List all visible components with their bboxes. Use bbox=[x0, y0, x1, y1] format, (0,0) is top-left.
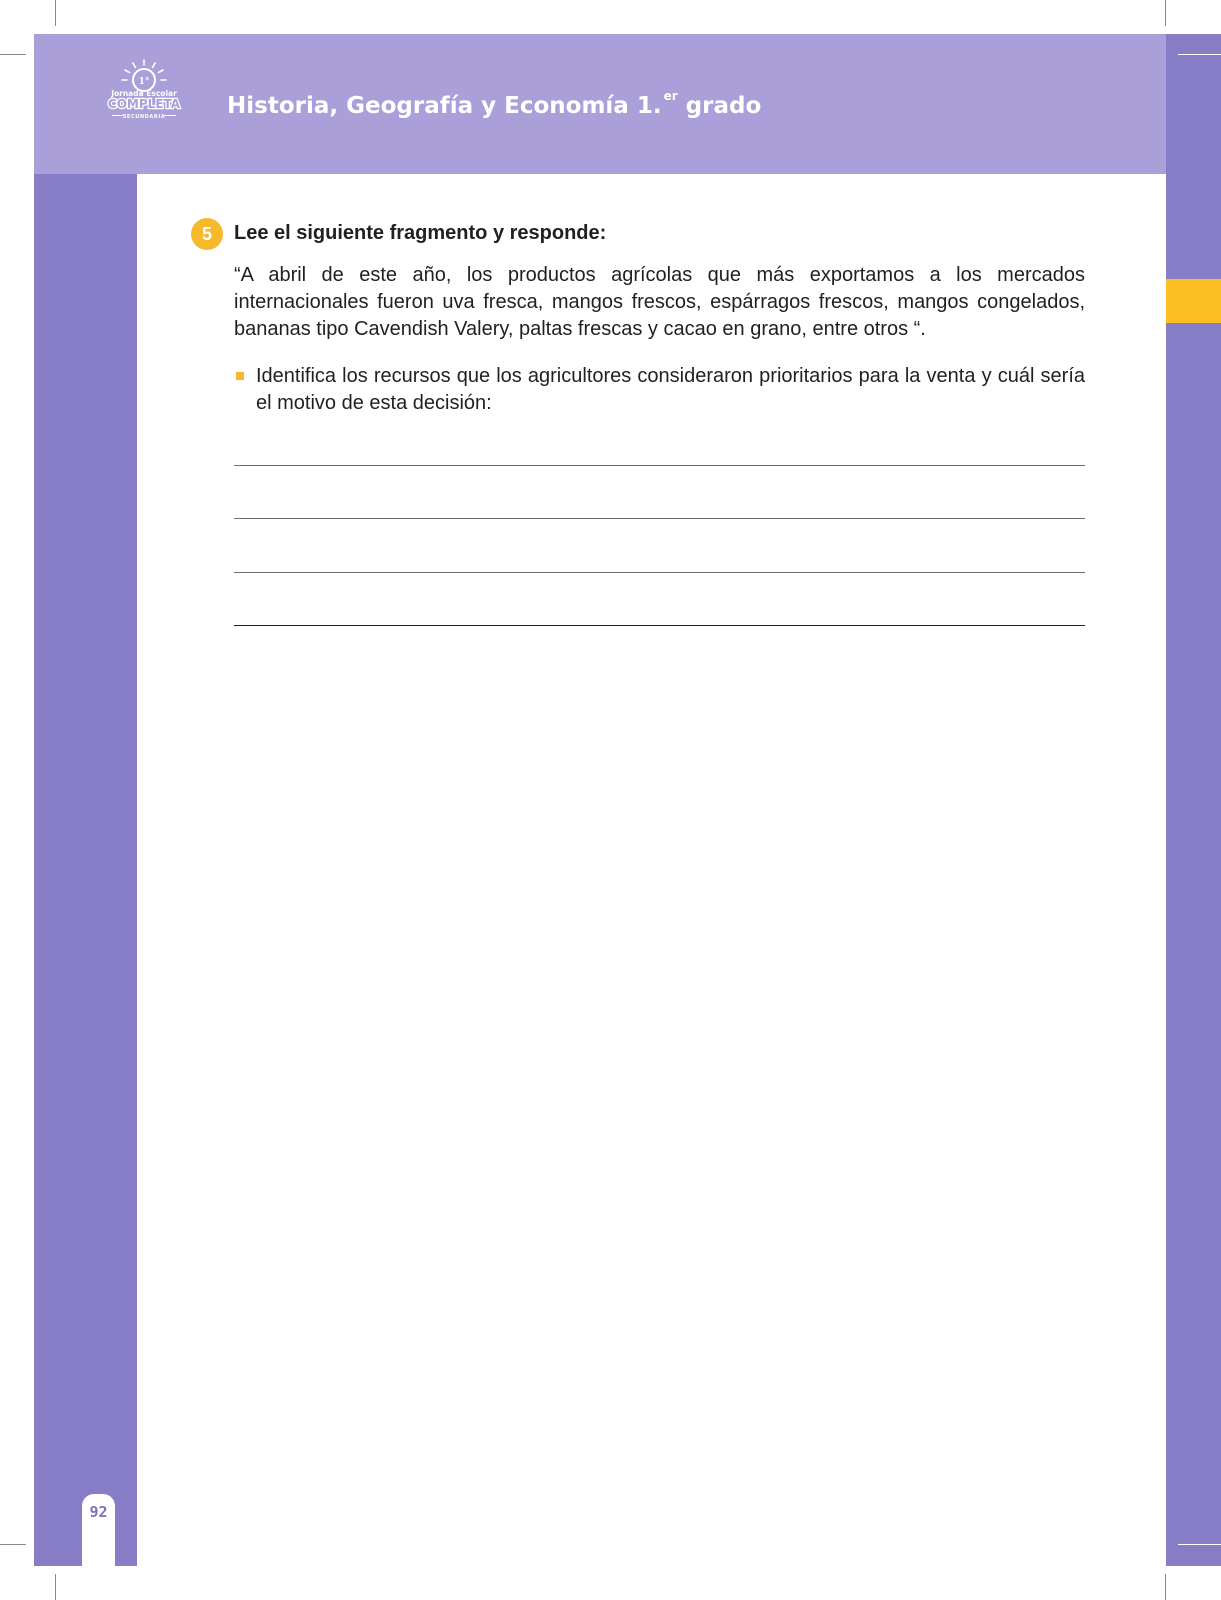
answer-line[interactable] bbox=[234, 625, 1085, 626]
page-number: 92 bbox=[89, 1503, 108, 1521]
page-title-ordinal: er bbox=[663, 89, 678, 103]
svg-text:1°: 1° bbox=[138, 77, 150, 87]
crop-mark bbox=[1165, 0, 1166, 26]
crop-mark bbox=[55, 0, 56, 26]
question-number-badge: 5 bbox=[191, 218, 223, 250]
logo-top-text: Jornada Escolar bbox=[111, 89, 177, 98]
logo-sub-text: SECUNDARIA bbox=[122, 114, 166, 120]
page-title-main: Historia, Geografía y Economía 1. bbox=[227, 93, 662, 119]
thumb-tab-mark bbox=[1178, 54, 1221, 55]
jornada-escolar-logo bbox=[104, 58, 184, 122]
crop-mark bbox=[0, 54, 26, 55]
task-text: Identifica los recursos que los agricultores consideraron prioritarios para la venta y cuál sería el motivo de esta decisión: bbox=[256, 365, 1085, 414]
page-title bbox=[227, 76, 762, 119]
crop-mark bbox=[0, 1544, 26, 1545]
question-instruction: Lee el siguiente fragmento y responde: bbox=[234, 222, 607, 244]
answer-line[interactable] bbox=[234, 465, 1085, 466]
section-thumb-tab bbox=[1166, 34, 1221, 1566]
logo-main-text: COMPLETA bbox=[107, 97, 181, 111]
left-sidebar-bar bbox=[34, 174, 137, 1566]
square-bullet-icon bbox=[236, 372, 244, 380]
crop-mark bbox=[1165, 1574, 1166, 1600]
sun-logo-icon bbox=[122, 60, 166, 91]
thumb-tab-mark bbox=[1178, 1544, 1221, 1545]
page-title-end: grado bbox=[677, 93, 762, 119]
answer-line[interactable] bbox=[234, 518, 1085, 519]
section-thumb-tab-accent bbox=[1166, 279, 1221, 323]
answer-line[interactable] bbox=[234, 572, 1085, 573]
quote-paragraph: “A abril de este año, los productos agrícolas que más exportamos a los mercados internacionales fueron uva fresca, mangos frescos, espárragos frescos, mangos congelados, bananas tipo Cavendish Valery, paltas frescas y cacao en grano, entre otros “. bbox=[234, 264, 1085, 340]
crop-mark bbox=[55, 1574, 56, 1600]
